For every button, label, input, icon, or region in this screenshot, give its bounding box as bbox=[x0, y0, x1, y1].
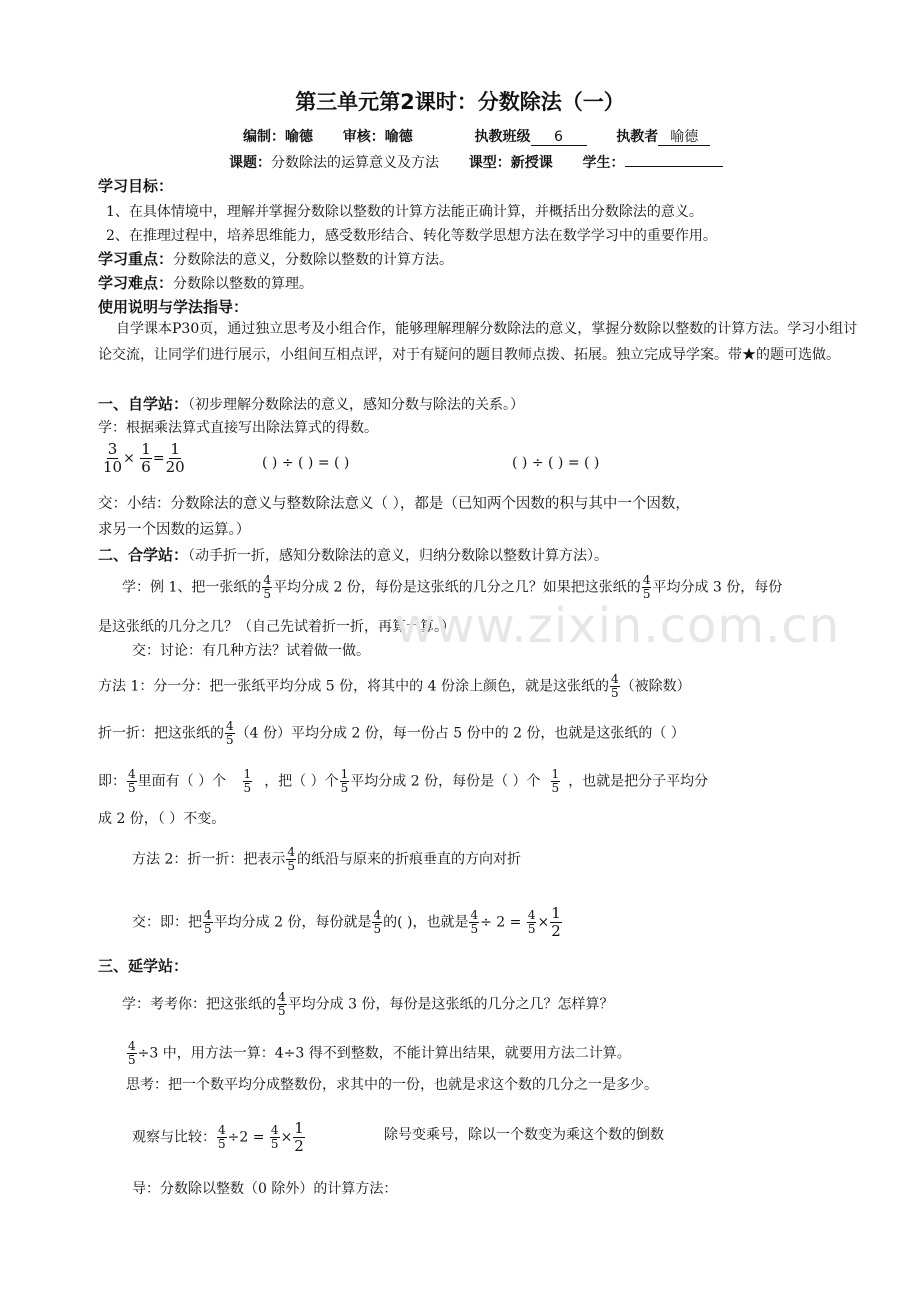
section-2-note: （动手折一折，感知分数除法的意义，归纳分数除以整数计算方法）。 bbox=[188, 548, 609, 564]
fraction-3-10: $\frac{3}{10}$ bbox=[103, 440, 123, 476]
type-label: 课型： bbox=[468, 155, 511, 171]
section-1-learn: 学：根据乘法算式直接写出除法算式的得数。 bbox=[98, 420, 378, 436]
section-1-summary-2: 求另一个因数的运算。） bbox=[98, 522, 251, 538]
fraction-4-5: $\frac{4}{5}$ bbox=[470, 908, 479, 936]
example-1-line-2: 是这张纸的几分之几？（自己先试着折一折，再算一算。） bbox=[98, 619, 455, 635]
method-2-exchange: 交：即：把 $\frac{4}{5}$ 平均分成 2 份，每份就是 $\frac{4}{5}$ 的( )，也就是 $\frac{4}{5}$ ÷ 2 = $\frac{4}{5}$ × $\frac{1}{2}$ bbox=[132, 904, 561, 940]
fraction-4-5: $\frac{4}{5}$ bbox=[128, 1039, 136, 1067]
section-1-heading: 一、自学站： bbox=[98, 395, 189, 413]
fraction-4-5: $\frac{4}{5}$ bbox=[527, 908, 536, 936]
method-1-fold: 折一折：把这张纸的 $\frac{4}{5}$ （4 份）平均分成 2 份，每一份占 5 份中的 2 份，也就是这张纸的（ ） bbox=[98, 719, 685, 747]
fraction-1-5: $\frac{1}{5}$ bbox=[340, 767, 349, 795]
division-blank-2[interactable]: ( ) ÷ ( ) = ( ) bbox=[512, 455, 600, 471]
division-blank-1[interactable]: ( ) ÷ ( ) = ( ) bbox=[262, 455, 350, 471]
topic-label: 课题： bbox=[229, 155, 271, 171]
fraction-4-5: $\frac{4}{5}$ bbox=[270, 1123, 279, 1151]
section-3-heading: 三、延学站： bbox=[98, 957, 189, 975]
difficulty bbox=[98, 272, 313, 293]
key-point bbox=[98, 248, 453, 269]
editor-name: 喻德 bbox=[285, 129, 313, 145]
fraction-4-5: $\frac{4}{5}$ bbox=[128, 767, 136, 795]
difficulty-text: 分数除以整数的算理。 bbox=[173, 276, 314, 292]
key-point-text: 分数除法的意义，分数除以整数的计算方法。 bbox=[173, 252, 454, 268]
method-1-explain: 即： $\frac{4}{5}$ 里面有（ ）个 $\frac{1}{5}$ ，把（ ）个 $\frac{1}{5}$ 平均分成 2 份，每份是（ ）个 $\frac{1}{5}$ ，也就是把分子平均分 bbox=[98, 767, 709, 795]
meta-line-2 bbox=[229, 151, 723, 172]
goal-2: 2、在推理过程中，培养思维能力，感受数形结合、转化等数学思想方法在数学学习中的重要作用。 bbox=[106, 228, 717, 244]
fraction-1-5: $\frac{1}{5}$ bbox=[551, 767, 560, 795]
method-1-explain-end: 成 2 份，（ ）不变。 bbox=[98, 811, 226, 827]
example-1-line-1: 学：例 1、把一张纸的 $\frac{4}{5}$ 平均分成 2 份，每份是这张纸的几分之几？如果把这张纸的 $\frac{4}{5}$ 平均分成 3 份，每份 bbox=[122, 573, 783, 601]
fraction-4-5: $\frac{4}{5}$ bbox=[278, 990, 286, 1018]
fraction-4-5: $\frac{4}{5}$ bbox=[610, 672, 619, 700]
fraction-4-5: $\frac{4}{5}$ bbox=[218, 1123, 226, 1151]
fraction-4-5: $\frac{4}{5}$ bbox=[287, 845, 295, 873]
fraction-1-5: $\frac{1}{5}$ bbox=[243, 767, 252, 795]
section-3-observe: 观察与比较： $\frac{4}{5}$ ÷2 = $\frac{4}{5}$ × $\frac{1}{2}$ bbox=[132, 1119, 304, 1155]
fraction-4-5: $\frac{4}{5}$ bbox=[642, 573, 651, 601]
student-name-blank bbox=[625, 151, 723, 167]
section-3-think: 思考：把一个数平均分成整数份，求其中的一份，也就是求这个数的几分之一是多少。 bbox=[126, 1077, 658, 1093]
fraction-4-5: $\frac{4}{5}$ bbox=[373, 908, 382, 936]
class-value: 6 bbox=[531, 130, 587, 146]
topic-value: 分数除法的运算意义及方法 bbox=[271, 155, 439, 171]
type-value: 新授课 bbox=[510, 155, 553, 171]
editor-label: 编制： bbox=[243, 129, 285, 145]
section-1-note: （初步理解分数除法的意义，感知分数与除法的关系。） bbox=[188, 397, 525, 413]
fraction-1-2: $\frac{1}{2}$ bbox=[294, 1119, 304, 1155]
fraction-4-5: $\frac{4}{5}$ bbox=[263, 573, 271, 601]
section-2-heading: 二、合学站： bbox=[98, 546, 189, 564]
student-label: 学生： bbox=[582, 155, 625, 171]
section-1-title bbox=[98, 393, 524, 414]
meta-line-1 bbox=[243, 126, 710, 146]
difficulty-label: 学习难点： bbox=[98, 274, 174, 292]
guide-heading: 使用说明与学法指导： bbox=[98, 298, 249, 316]
section-1-summary-1: 交：小结：分数除法的意义与整数除法意义（ ），都是（已知两个因数的积与其中一个因数， bbox=[98, 496, 690, 512]
method-1-divide: 方法 1：分一分：把一张纸平均分成 5 份，将其中的 4 份涂上颜色，就是这张纸的 $\frac{4}{5}$ （被除数） bbox=[98, 672, 691, 700]
goals-heading: 学习目标： bbox=[98, 177, 174, 195]
class-label: 执教班级 bbox=[474, 129, 531, 145]
fraction-4-5: $\frac{4}{5}$ bbox=[204, 908, 212, 936]
watermark: www.zixin.com.cn bbox=[395, 598, 841, 654]
section-3-lead: 导：分数除以整数（0 除外）的计算方法： bbox=[132, 1181, 398, 1197]
method-2: 方法 2：折一折：把表示 $\frac{4}{5}$ 的纸沿与原来的折痕垂直的方向对折 bbox=[132, 845, 521, 873]
section-2-title bbox=[98, 544, 608, 565]
key-point-label: 学习重点： bbox=[98, 250, 174, 268]
teacher-name: 喻德 bbox=[658, 130, 710, 146]
section-3-observe-note: 除号变乘号，除以一个数变为乘这个数的倒数 bbox=[384, 1127, 664, 1143]
multiplication-equation: $\frac{3}{10}$ × $\frac{1}{6}$ = $\frac{1}{20}$ bbox=[103, 440, 185, 476]
reviewer-label: 审核： bbox=[342, 129, 385, 145]
fraction-1-6: $\frac{1}{6}$ bbox=[141, 440, 151, 476]
reviewer-name: 喻德 bbox=[384, 129, 413, 145]
fraction-1-2: $\frac{1}{2}$ bbox=[551, 904, 561, 940]
discussion: 交：讨论：有几种方法？试着做一做。 bbox=[132, 643, 370, 659]
section-3-learn: 学：考考你：把这张纸的 $\frac{4}{5}$ 平均分成 3 份，每份是这张纸的几分之几？怎样算？ bbox=[122, 990, 614, 1018]
section-3-calc: $\frac{4}{5}$ ÷3 中，用方法一算：4÷3 得不到整数，不能计算出结果，就要用方法二计算。 bbox=[128, 1039, 631, 1067]
teacher-label: 执教者 bbox=[616, 129, 659, 145]
guide-text: 自学课本P30页，通过独立思考及小组合作，能够理解理解分数除法的意义，掌握分数除以整数的计算方法。学习小组讨论交流，让同学们进行展示，小组间互相点评，对于有疑问的题目教师点拨、拓展。独立完成导学案。带★的题可选做。 bbox=[98, 321, 858, 363]
page-title: 第三单元第2课时：分数除法（一） bbox=[295, 90, 625, 114]
fraction-1-20: $\frac{1}{20}$ bbox=[165, 440, 185, 476]
fraction-4-5: $\frac{4}{5}$ bbox=[226, 719, 234, 747]
goal-1: 1、在具体情境中，理解并掌握分数除以整数的计算方法能正确计算，并概括出分数除法的意义。 bbox=[106, 204, 703, 220]
